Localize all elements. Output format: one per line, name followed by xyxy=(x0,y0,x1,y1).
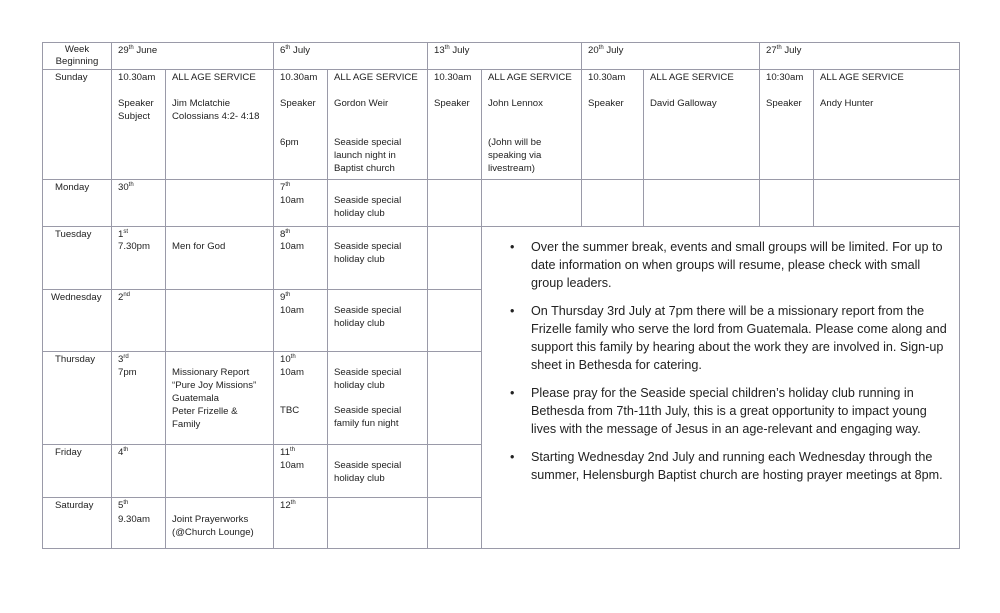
announcement-item xyxy=(510,238,950,292)
bullet-icon: • xyxy=(510,240,515,254)
event-time: TBC xyxy=(280,405,300,416)
announcement-item xyxy=(510,448,950,484)
day-label-saturday: Saturday xyxy=(55,500,94,511)
day-label-tuesday: Tuesday xyxy=(55,229,92,240)
date-monday: 30th xyxy=(118,181,134,193)
date-thursday: 3rd xyxy=(118,353,129,365)
event-time: 10am xyxy=(280,305,304,316)
day-label-thursday: Thursday xyxy=(55,354,95,365)
event-time: 10am xyxy=(280,460,304,471)
event-time: 10am xyxy=(280,195,304,206)
event-description: Men for God xyxy=(172,241,226,252)
event-description: Seaside special holiday club xyxy=(334,367,402,391)
event-time: 10am xyxy=(280,367,304,378)
sunday-speaker-label: Speaker xyxy=(588,98,624,109)
sunday-time: 10:30am xyxy=(766,72,804,83)
announcement-text: On Thursday 3rd July at 7pm there will be a missionary report from the Frizelle family who serve the lord from Guatemala. Please come along and support this family by hearing about the work they are involved in. Sign-up sheet in Bethesda for catering. xyxy=(531,304,947,372)
sunday-speaker-name: John Lennox xyxy=(488,98,543,109)
day-label-wednesday: Wednesday xyxy=(51,292,102,303)
announcements-list xyxy=(510,238,950,494)
sunday-speaker-name: Andy Hunter xyxy=(820,98,874,109)
event-description: Seaside special family fun night xyxy=(334,405,402,429)
event-time: 7pm xyxy=(118,367,137,378)
sunday-service-title: ALL AGE SERVICE xyxy=(334,72,418,83)
date-tuesday: 1st xyxy=(118,228,129,240)
event-description: Seaside special holiday club xyxy=(334,241,402,265)
bullet-icon: • xyxy=(510,450,515,464)
date-saturday: 12th xyxy=(280,499,296,511)
week-date-header: 29th June xyxy=(118,44,158,56)
event-description: Seaside special holiday club xyxy=(334,195,402,219)
sunday-evening-event: Seaside special launch night in Baptist church xyxy=(334,137,402,174)
announcement-text: Starting Wednesday 2nd July and running each Wednesday through the summer, Helensburgh Baptist church are hosting prayer meetings at 8pm. xyxy=(531,450,943,482)
day-label-monday: Monday xyxy=(55,182,90,193)
sunday-service-title: ALL AGE SERVICE xyxy=(488,72,572,83)
event-description: Seaside special holiday club xyxy=(334,460,402,484)
sunday-speaker-note: (John will be speaking via livestream) xyxy=(488,137,542,174)
event-time: 7.30pm xyxy=(118,241,150,252)
sunday-time: 10.30am xyxy=(588,72,626,83)
week-beginning-header: Week Beginning xyxy=(55,44,99,67)
announcement-item xyxy=(510,302,950,374)
announcement-item xyxy=(510,384,950,438)
date-wednesday: 9th xyxy=(280,291,291,303)
sunday-time: 10.30am xyxy=(118,72,156,83)
date-monday: 7th xyxy=(280,181,291,193)
bullet-icon: • xyxy=(510,304,515,318)
sunday-time: 10.30am xyxy=(434,72,472,83)
day-label-friday: Friday xyxy=(55,447,82,458)
date-friday: 4th xyxy=(118,446,129,458)
date-wednesday: 2nd xyxy=(118,291,131,303)
date-saturday: 5th xyxy=(118,499,129,511)
event-description: Missionary Report “Pure Joy Missions” Guatemala Peter Frizelle & Family xyxy=(172,367,257,430)
sunday-speaker-label: Speaker xyxy=(434,98,470,109)
sunday-speaker-label: Speaker xyxy=(280,98,316,109)
event-description: Seaside special holiday club xyxy=(334,305,402,329)
date-friday: 11th xyxy=(280,446,295,458)
announcement-text: Over the summer break, events and small groups will be limited. For up to date information on when groups will resume, please check with small group leaders. xyxy=(531,240,943,290)
bullet-icon: • xyxy=(510,386,515,400)
sunday-speaker-name: Jim Mclatchie Colossians 4:2- 4:18 xyxy=(172,98,260,122)
date-thursday: 10th xyxy=(280,353,296,365)
date-tuesday: 8th xyxy=(280,228,291,240)
sunday-service-title: ALL AGE SERVICE xyxy=(820,72,904,83)
day-label-sunday: Sunday xyxy=(55,72,88,83)
event-description: Joint Prayerworks (@Church Lounge) xyxy=(172,514,254,538)
week-date-header: 6th July xyxy=(280,44,311,56)
sunday-speaker-name: Gordon Weir xyxy=(334,98,389,109)
sunday-service-title: ALL AGE SERVICE xyxy=(172,72,256,83)
sunday-speaker-label: Speaker xyxy=(766,98,802,109)
event-time: 10am xyxy=(280,241,304,252)
week-date-header: 27th July xyxy=(766,44,802,56)
announcement-text: Please pray for the Seaside special children’s holiday club running in Bethesda from 7th-11th July, this is a great opportunity to impact young lives with the message of Jesus in an age-relevant and engaging way. xyxy=(531,386,927,436)
sunday-time: 10.30am xyxy=(280,72,318,83)
week-date-header: 20th July xyxy=(588,44,624,56)
sunday-service-title: ALL AGE SERVICE xyxy=(650,72,734,83)
sunday-evening-time: 6pm xyxy=(280,137,299,148)
sunday-speaker-label: Speaker Subject xyxy=(118,98,154,122)
week-date-header: 13th July xyxy=(434,44,470,56)
event-time: 9.30am xyxy=(118,514,150,525)
sunday-speaker-name: David Galloway xyxy=(650,98,717,109)
